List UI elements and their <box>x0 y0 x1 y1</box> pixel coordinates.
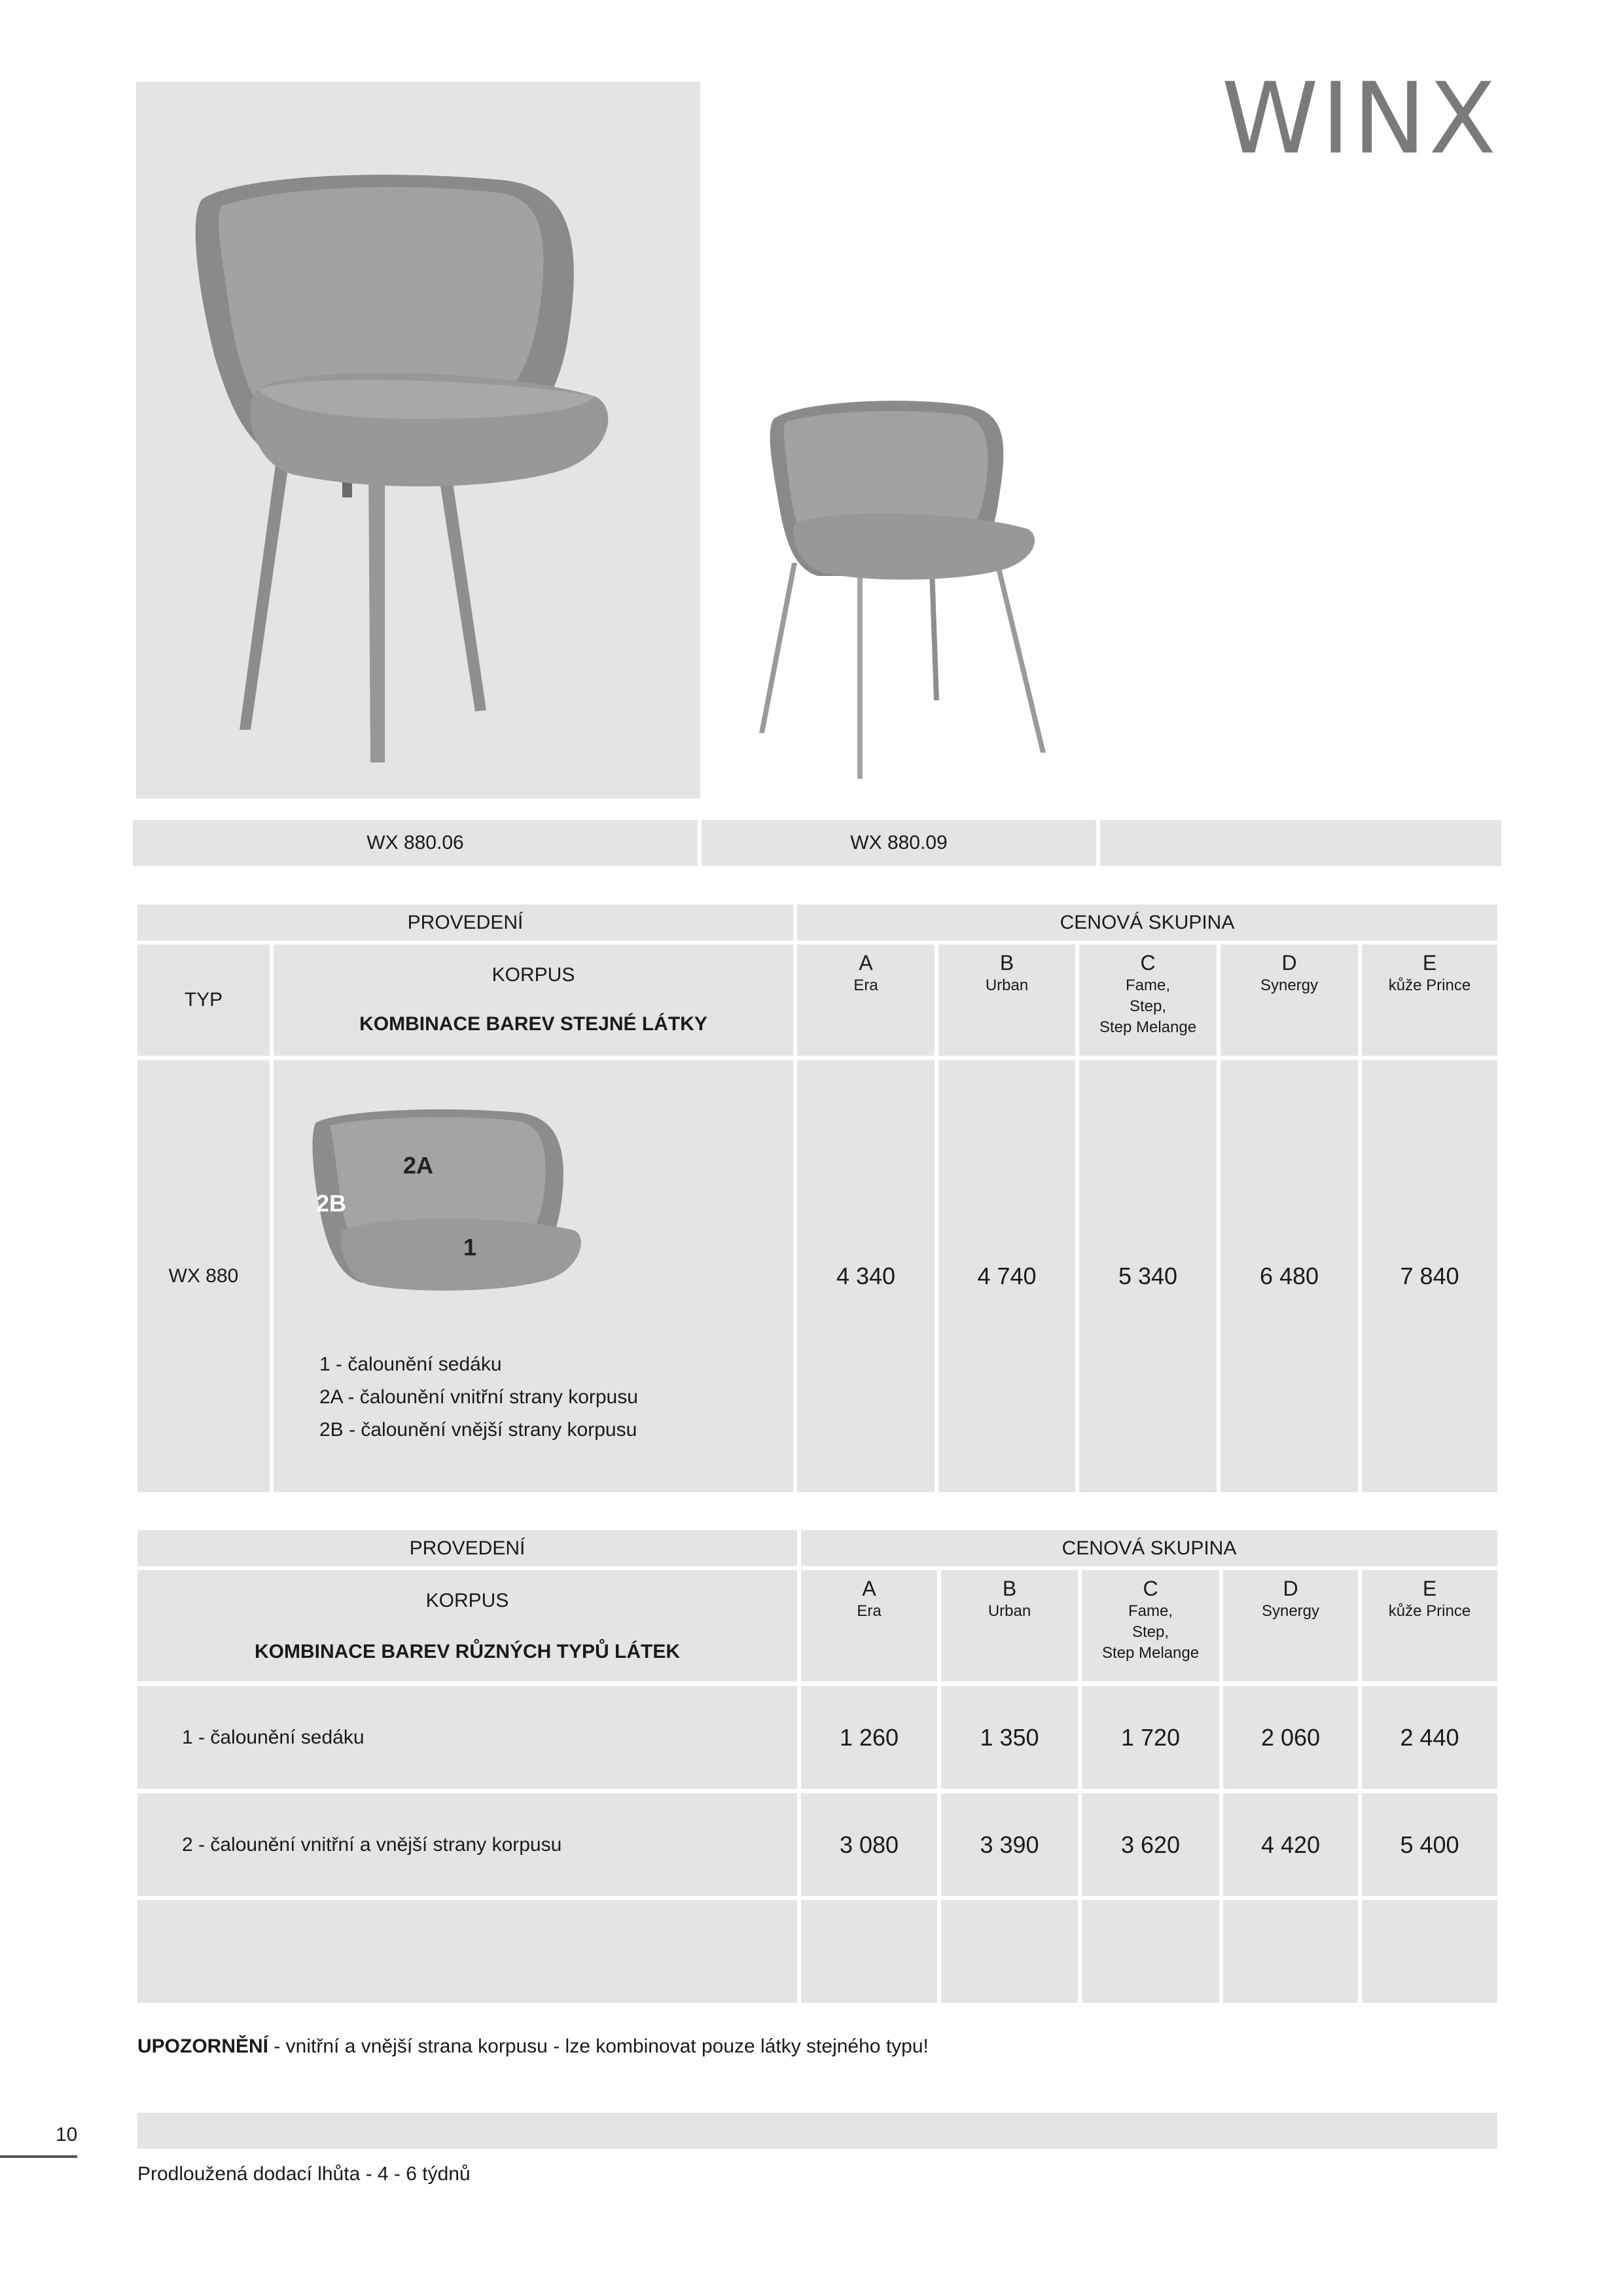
group-a-header <box>797 944 935 1056</box>
price-value: 3 390 <box>980 1831 1039 1858</box>
group-fabric: Era <box>853 977 878 994</box>
chair-photo-wooden-legs <box>136 82 700 798</box>
zone-label-2a: 2A <box>403 1152 434 1179</box>
price-cell <box>1082 1900 1219 2003</box>
group-fabric: Synergy <box>1260 977 1319 994</box>
kombinace-label: KOMBINACE BAREV STEJNÉ LÁTKY <box>359 1013 707 1035</box>
group-fabric: Fame, <box>1125 977 1170 994</box>
header-text: CENOVÁ SKUPINA <box>1061 1537 1237 1559</box>
group-letter: B <box>1002 1577 1017 1600</box>
row-label: 1 - čalounění sedáku <box>182 1726 365 1748</box>
price-value: 4 740 <box>977 1263 1037 1289</box>
provedeni-header-2 <box>137 1530 797 1566</box>
group-letter: C <box>1140 951 1156 975</box>
model-label-2 <box>702 820 1096 866</box>
group-c-header <box>1079 944 1217 1056</box>
provedeni-header <box>137 905 793 941</box>
footer-bar <box>137 2113 1497 2149</box>
table-row-label <box>137 1686 797 1789</box>
price-value: 2 060 <box>1260 1723 1321 1751</box>
legend-item: 2B - čalounění vnější strany korpusu <box>319 1419 637 1441</box>
group-b-header <box>938 944 1075 1056</box>
group-fabric: Step, <box>1129 997 1167 1015</box>
group-e-header-2 <box>1362 1570 1497 1681</box>
row-type <box>137 1060 270 1492</box>
group-fabric: Synergy <box>1261 1602 1320 1620</box>
group-fabric: kůže Prince <box>1388 1602 1471 1620</box>
price-cell <box>801 1686 937 1789</box>
group-letter: D <box>1283 1577 1298 1600</box>
type-code: WX 880 <box>168 1265 239 1287</box>
price-cell <box>1362 1060 1497 1492</box>
group-fabric: Urban <box>985 977 1029 994</box>
price-cell <box>1362 1900 1497 2003</box>
price-value: 4 420 <box>1260 1831 1321 1858</box>
group-letter: C <box>1143 1577 1158 1600</box>
price-cell <box>1221 1060 1358 1492</box>
korpus-header <box>274 944 793 1056</box>
group-fabric: Step Melange <box>1099 1018 1197 1036</box>
price-cell <box>1082 1793 1219 1896</box>
page-number: 10 <box>56 2124 78 2145</box>
price-cell <box>1079 1060 1217 1492</box>
price-value: 6 480 <box>1259 1263 1319 1289</box>
zone-label-2b: 2B <box>316 1190 347 1217</box>
price-value: 2 440 <box>1400 1723 1459 1751</box>
price-value: 1 720 <box>1120 1723 1181 1751</box>
price-value: 4 340 <box>836 1263 896 1289</box>
group-c-header-2 <box>1082 1570 1219 1681</box>
price-cell <box>1223 1900 1358 2003</box>
price-cell <box>1362 1793 1497 1896</box>
model-code: WX 880.09 <box>850 832 948 853</box>
kombinace-label: KOMBINACE BAREV RŮZNÝCH TYPŮ LÁTEK <box>254 1641 680 1662</box>
price-cell <box>1082 1686 1219 1789</box>
group-d-header <box>1221 944 1358 1056</box>
footer-note: Prodloužená dodací lhůta - 4 - 6 týdnů <box>137 2163 471 2185</box>
price-cell <box>938 1060 1075 1492</box>
price-cell <box>941 1686 1078 1789</box>
group-e-header <box>1362 944 1497 1056</box>
row-label: 2 - čalounění vnitřní a vnější strany korpusu <box>182 1833 562 1856</box>
typ-header <box>137 944 270 1056</box>
cenova-skupina-header <box>797 905 1497 941</box>
price-cell <box>801 1793 937 1896</box>
korpus-diagram-cell <box>274 1060 793 1492</box>
page-title: WINX <box>1221 62 1499 176</box>
price-value: 5 340 <box>1118 1263 1178 1289</box>
group-letter: A <box>859 951 873 975</box>
legend-item: 2A - čalounění vnitřní strany korpusu <box>319 1386 638 1408</box>
price-cell <box>941 1900 1078 2003</box>
zone-legend <box>319 1348 638 1446</box>
group-fabric: kůže Prince <box>1388 977 1471 994</box>
group-d-header-2 <box>1223 1570 1358 1681</box>
price-value: 5 400 <box>1400 1831 1459 1858</box>
page-number-rule <box>0 2155 77 2158</box>
group-letter: B <box>999 951 1014 975</box>
price-value: 3 620 <box>1120 1831 1181 1858</box>
chair-zone-diagram <box>303 1103 597 1319</box>
price-value: 1 350 <box>980 1723 1039 1751</box>
header-text: TYP <box>184 989 223 1011</box>
group-letter: E <box>1422 951 1437 975</box>
cenova-skupina-header-2 <box>801 1530 1497 1566</box>
table-row-label <box>137 1900 797 2003</box>
group-letter: A <box>862 1577 876 1600</box>
group-b-header-2 <box>941 1570 1078 1681</box>
price-cell <box>801 1900 937 2003</box>
price-cell <box>797 1060 935 1492</box>
korpus-header-2 <box>137 1570 797 1681</box>
model-label-1 <box>133 820 698 866</box>
model-code: WX 880.06 <box>366 832 464 853</box>
header-text: CENOVÁ SKUPINA <box>1060 911 1235 933</box>
price-cell <box>941 1793 1078 1896</box>
group-fabric: Urban <box>988 1602 1031 1620</box>
group-fabric: Step Melange <box>1101 1644 1200 1662</box>
table-row-label <box>137 1793 797 1896</box>
warning-note <box>137 2036 929 2058</box>
price-cell <box>1223 1686 1358 1789</box>
group-fabric: Fame, <box>1128 1602 1173 1620</box>
group-a-header-2 <box>801 1570 937 1681</box>
warning-text: - vnitřní a vnější strana korpusu - lze kombinovat pouze látky stejného typu! <box>268 2036 929 2057</box>
group-letter: D <box>1281 951 1297 975</box>
group-fabric: Step, <box>1132 1623 1169 1641</box>
price-value: 3 080 <box>839 1831 899 1858</box>
header-text: PROVEDENÍ <box>409 1537 526 1559</box>
legend-item: 1 - čalounění sedáku <box>319 1354 502 1375</box>
zone-label-1: 1 <box>463 1234 477 1261</box>
price-value: 7 840 <box>1400 1263 1459 1289</box>
price-value: 1 260 <box>839 1723 899 1751</box>
price-cell <box>1223 1793 1358 1896</box>
group-fabric: Era <box>857 1602 882 1620</box>
warning-label: UPOZORNĚNÍ <box>137 2036 269 2057</box>
model-label-3 <box>1100 820 1501 866</box>
group-letter: E <box>1422 1577 1437 1600</box>
chair-photo-metal-legs <box>733 360 1080 812</box>
korpus-label: KORPUS <box>425 1590 509 1611</box>
korpus-label: KORPUS <box>491 964 575 986</box>
price-cell <box>1362 1686 1497 1789</box>
header-text: PROVEDENÍ <box>407 911 524 933</box>
